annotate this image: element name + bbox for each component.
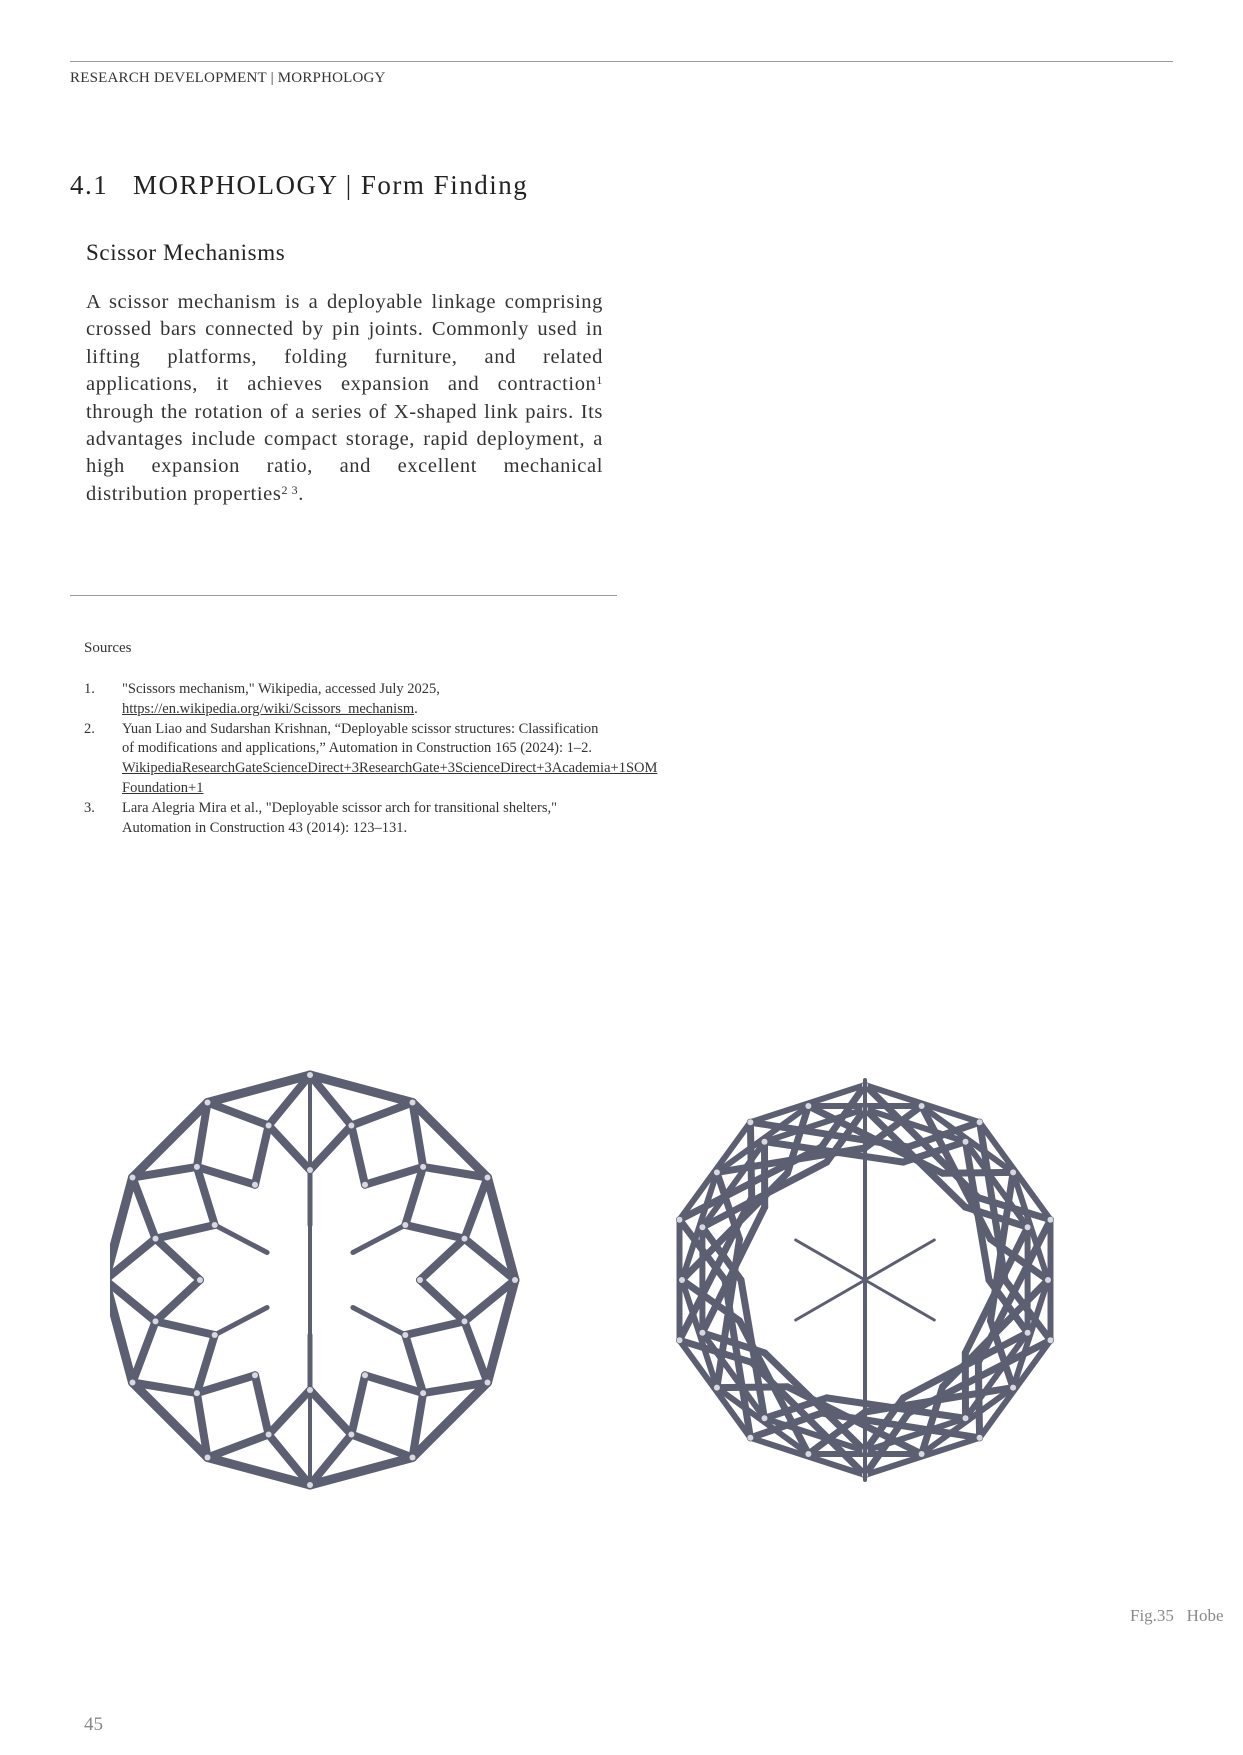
scissor-bar (796, 1280, 865, 1320)
pin-joint (512, 1277, 518, 1283)
pin-joint (197, 1277, 203, 1283)
pin-joint (194, 1390, 200, 1396)
scissor-bar (353, 1308, 405, 1336)
pin-joint (420, 1164, 426, 1170)
body-paragraph (86, 289, 603, 508)
pin-joint (402, 1332, 408, 1338)
scissor-bar (156, 1225, 215, 1239)
running-header: RESEARCH DEVELOPMENT | MORPHOLOGY (70, 70, 386, 86)
source-text: "Scissors mechanism," Wikipedia, accessed July 2025, (122, 681, 440, 697)
pin-joint (153, 1318, 159, 1324)
pin-joint (963, 1139, 969, 1145)
pin-joint (307, 1167, 313, 1173)
scissor-bar (255, 1126, 269, 1185)
source-link[interactable]: WikipediaResearchGateScienceDirect+3ResearchGate+3ScienceDirect+3Academia+1SOM Foundation+1 (122, 760, 658, 796)
pin-joint (130, 1380, 136, 1386)
body-text-part-2: through the rotation of a series of X-shaped link pairs. Its advantages include compact storage, rapid deployment, a high expansion ratio, and excellent mechanical distribution properties (86, 400, 603, 505)
scissor-bar (156, 1239, 201, 1280)
pin-joint (410, 1100, 416, 1106)
pin-joint (747, 1435, 753, 1441)
scissor-bar (269, 1126, 310, 1171)
pin-joint (714, 1385, 720, 1391)
sources-divider (70, 595, 617, 596)
pin-joint (805, 1451, 811, 1457)
pin-joint (252, 1372, 258, 1378)
scissor-bar (796, 1240, 865, 1280)
source-tail: . (414, 700, 418, 717)
scissor-structure-figure (110, 1030, 1190, 1520)
scissor-bar (133, 1178, 156, 1239)
pin-joint (677, 1337, 683, 1343)
pin-joint (194, 1164, 200, 1170)
footnote-ref-2-3: 2 3 (281, 482, 299, 497)
scissor-bar (208, 1103, 269, 1126)
section-number: 4.1 (70, 170, 109, 200)
body-text-part-1: A scissor mechanism is a deployable linkage comprising crossed bars connected by pin joints. Commonly used in lifting platforms, folding furniture, and related applications, it achieves expansion and contraction (86, 291, 603, 396)
scissor-sphere-front-view (110, 1072, 518, 1488)
scissor-bar (269, 1390, 310, 1435)
pin-joint (212, 1222, 218, 1228)
pin-joint (1025, 1330, 1031, 1336)
pin-joint (417, 1277, 423, 1283)
pin-joint (348, 1123, 354, 1129)
pin-joint (307, 1387, 313, 1393)
pin-joint (348, 1432, 354, 1438)
source-item (84, 680, 604, 720)
pin-joint (307, 1482, 313, 1488)
scissor-bar (156, 1280, 201, 1321)
subsection-title: Scissor Mechanisms (86, 240, 286, 265)
pin-joint (679, 1277, 685, 1283)
pin-joint (252, 1182, 258, 1188)
pin-joint (977, 1119, 983, 1125)
pin-joint (1048, 1217, 1054, 1223)
scissor-bar (465, 1321, 488, 1382)
pin-joint (410, 1455, 416, 1461)
source-item (84, 720, 658, 799)
scissor-bar (133, 1321, 156, 1382)
pin-joint (963, 1415, 969, 1421)
section-name: MORPHOLOGY | Form Finding (133, 170, 529, 200)
pin-joint (362, 1372, 368, 1378)
pin-joint (462, 1236, 468, 1242)
pin-joint (485, 1175, 491, 1181)
pin-joint (747, 1119, 753, 1125)
pin-joint (212, 1332, 218, 1338)
scissor-bar (255, 1375, 269, 1434)
scissor-bar (420, 1280, 465, 1321)
pin-joint (1025, 1224, 1031, 1230)
source-item (84, 799, 604, 839)
pin-joint (153, 1236, 159, 1242)
pin-joint (699, 1224, 705, 1230)
pin-joint (485, 1380, 491, 1386)
pin-joint (1010, 1169, 1016, 1175)
pin-joint (420, 1390, 426, 1396)
scissor-bar (717, 1387, 788, 1388)
scissor-bar (310, 1126, 351, 1171)
scissor-bar (865, 1240, 934, 1280)
footnote-ref-1: 1 (596, 373, 603, 388)
source-number: 3. (84, 799, 95, 816)
source-link[interactable]: https://en.wikipedia.org/wiki/Scissors_mechanism (122, 700, 415, 717)
source-number: 2. (84, 720, 95, 737)
pin-joint (1045, 1277, 1051, 1283)
page-number: 45 (84, 1714, 103, 1735)
pin-joint (205, 1455, 211, 1461)
pin-joint (699, 1330, 705, 1336)
pin-joint (205, 1100, 211, 1106)
pin-joint (1010, 1385, 1016, 1391)
pin-joint (266, 1123, 272, 1129)
pin-joint (1048, 1337, 1054, 1343)
pin-joint (266, 1432, 272, 1438)
pin-joint (762, 1415, 768, 1421)
source-list (84, 680, 658, 838)
pin-joint (677, 1217, 683, 1223)
scissor-bar (351, 1375, 365, 1434)
sources-heading: Sources (84, 640, 132, 656)
scissor-bar (156, 1321, 215, 1335)
pin-joint (977, 1435, 983, 1441)
pin-joint (307, 1072, 313, 1078)
header-rule (70, 61, 1173, 62)
figure-caption: Fig.35 Hobe (1130, 1606, 1224, 1625)
scissor-bar (208, 1435, 269, 1458)
pin-joint (919, 1103, 925, 1109)
pin-joint (714, 1169, 720, 1175)
scissor-bar (351, 1103, 412, 1126)
scissor-bar (405, 1321, 464, 1335)
pin-joint (130, 1175, 136, 1181)
scissor-bar (943, 1172, 1014, 1173)
scissor-bar (405, 1225, 464, 1239)
source-text: Yuan Liao and Sudarshan Krishnan, “Deployable scissor structures: Classification of modifications and applications,” Automation in Construction 165 (2024): 1–2. (122, 720, 599, 757)
source-number: 1. (84, 681, 95, 697)
scissor-bar (465, 1178, 488, 1239)
scissor-bar (351, 1126, 365, 1185)
scissor-bar (215, 1225, 267, 1253)
pin-joint (402, 1222, 408, 1228)
pin-joint (462, 1318, 468, 1324)
scissor-bar (353, 1225, 405, 1253)
scissor-bar (215, 1308, 267, 1336)
pin-joint (805, 1103, 811, 1109)
pin-joint (362, 1182, 368, 1188)
body-text-part-3: . (298, 482, 304, 505)
scissor-bar (351, 1435, 412, 1458)
scissor-sphere-oblique-view (677, 1080, 1054, 1480)
scissor-bar (865, 1280, 934, 1320)
source-text: Lara Alegria Mira et al., "Deployable scissor arch for transitional shelters," Automation in Construction 43 (2014): 123–131. (122, 799, 558, 836)
pin-joint (919, 1451, 925, 1457)
section-title (70, 170, 528, 201)
pin-joint (762, 1139, 768, 1145)
scissor-bar (310, 1390, 351, 1435)
scissor-bar (420, 1239, 465, 1280)
